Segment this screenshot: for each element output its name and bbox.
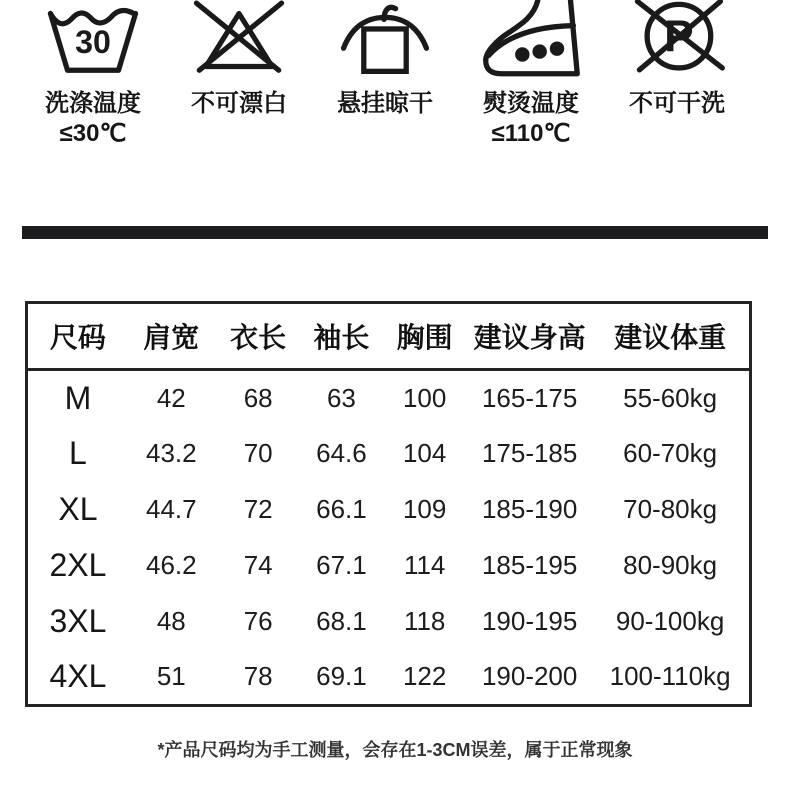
measurement-cell: 175-185 xyxy=(481,438,578,468)
measurement-cell: 114 xyxy=(403,550,446,580)
care-sublabel: ≤110℃ xyxy=(491,120,571,147)
measurement-cell: 100 xyxy=(402,382,447,413)
care-label: 不可干洗 xyxy=(629,90,725,117)
measurement-cell: 55-60kg xyxy=(623,382,718,413)
care-symbols-row xyxy=(0,0,790,149)
care-label: 悬挂晾干 xyxy=(337,90,433,117)
measurement-cell: 165-175 xyxy=(481,382,578,413)
do-not-bleach-icon xyxy=(187,0,291,82)
measurement-cell: 185-195 xyxy=(481,550,578,580)
size-cell: 4XL xyxy=(49,658,107,695)
size-table-header-cell: 建议体重 xyxy=(614,322,727,353)
care-sublabel: ≤30℃ xyxy=(59,120,127,147)
measurement-cell: 68.1 xyxy=(316,606,367,636)
measurement-cell: 70 xyxy=(243,438,273,468)
measurement-cell: 80-90kg xyxy=(623,550,718,580)
size-table-row xyxy=(27,594,751,650)
measurement-cell: 190-200 xyxy=(481,661,578,692)
measurement-cell: 100-110kg xyxy=(609,661,731,692)
size-table-row xyxy=(27,538,751,594)
measurement-cell: 46.2 xyxy=(145,550,197,580)
wash-tub-icon xyxy=(41,0,145,82)
measurement-cell: 109 xyxy=(402,494,447,524)
measurement-cell: 74 xyxy=(243,550,273,580)
size-table-body xyxy=(27,370,751,706)
size-cell: 2XL xyxy=(49,547,107,583)
divider-bar xyxy=(22,226,768,239)
care-label: 洗涤温度 xyxy=(45,90,141,117)
measurement-cell: 70-80kg xyxy=(623,494,718,524)
measurement-cell: 118 xyxy=(403,606,446,636)
measurement-cell: 68 xyxy=(243,382,273,413)
measurement-cell: 72 xyxy=(243,494,273,524)
measurement-cell: 122 xyxy=(402,661,447,692)
care-item-wash-temperature xyxy=(20,0,166,149)
measurement-cell: 63 xyxy=(326,382,356,413)
care-item-iron-temperature xyxy=(458,0,604,149)
measurement-cell: 76 xyxy=(243,606,273,636)
measurement-cell: 185-190 xyxy=(481,494,578,524)
size-table-row xyxy=(27,650,751,706)
size-table-header-cell: 袖长 xyxy=(313,322,370,353)
care-item-no-dry-clean xyxy=(604,0,750,149)
measurement-cell: 42 xyxy=(156,382,186,413)
size-cell: 3XL xyxy=(49,603,107,639)
size-table xyxy=(25,301,752,707)
size-table-row xyxy=(27,370,751,426)
size-cell: L xyxy=(69,435,87,471)
measurement-cell: 67.1 xyxy=(316,550,367,580)
size-table-header-cell: 肩宽 xyxy=(143,322,200,353)
care-label: 不可漂白 xyxy=(191,90,287,117)
size-table-row xyxy=(27,482,751,538)
size-cell: M xyxy=(64,379,92,416)
hang-dry-icon xyxy=(332,0,438,82)
care-item-no-bleach xyxy=(166,0,312,149)
size-table-row xyxy=(27,426,751,482)
measurement-cell: 190-195 xyxy=(481,606,578,636)
care-label: 熨烫温度 xyxy=(483,90,579,117)
iron-icon xyxy=(478,0,584,82)
measurement-cell: 90-100kg xyxy=(615,606,725,636)
wash-temp-number: 30 xyxy=(75,24,111,61)
measurement-cell: 64.6 xyxy=(316,438,367,468)
size-table-header-cell: 建议身高 xyxy=(473,322,586,353)
care-item-hang-dry xyxy=(312,0,458,149)
measurement-cell: 44.7 xyxy=(145,494,197,524)
measurement-cell: 78 xyxy=(243,661,273,692)
measurement-cell: 43.2 xyxy=(145,438,197,468)
do-not-dry-clean-icon xyxy=(624,0,730,82)
measurement-cell: 51 xyxy=(156,661,186,692)
dry-clean-letter: P xyxy=(664,12,694,62)
measurement-cell: 69.1 xyxy=(316,661,367,692)
size-table-header-row xyxy=(27,303,751,370)
measurement-footnote: *产品尺码均为手工测量，会存在1-3CM误差，属于正常现象 xyxy=(157,740,633,760)
measurement-cell: 60-70kg xyxy=(623,438,718,468)
measurement-cell: 48 xyxy=(156,606,186,636)
measurement-cell: 66.1 xyxy=(316,494,367,524)
size-table-header-cell: 胸围 xyxy=(396,322,453,353)
measurement-cell: 104 xyxy=(402,438,447,468)
size-table-header-cell: 衣长 xyxy=(230,322,287,353)
size-table-header-cell: 尺码 xyxy=(49,322,106,353)
size-cell: XL xyxy=(58,491,98,527)
size-table-head xyxy=(27,303,751,370)
